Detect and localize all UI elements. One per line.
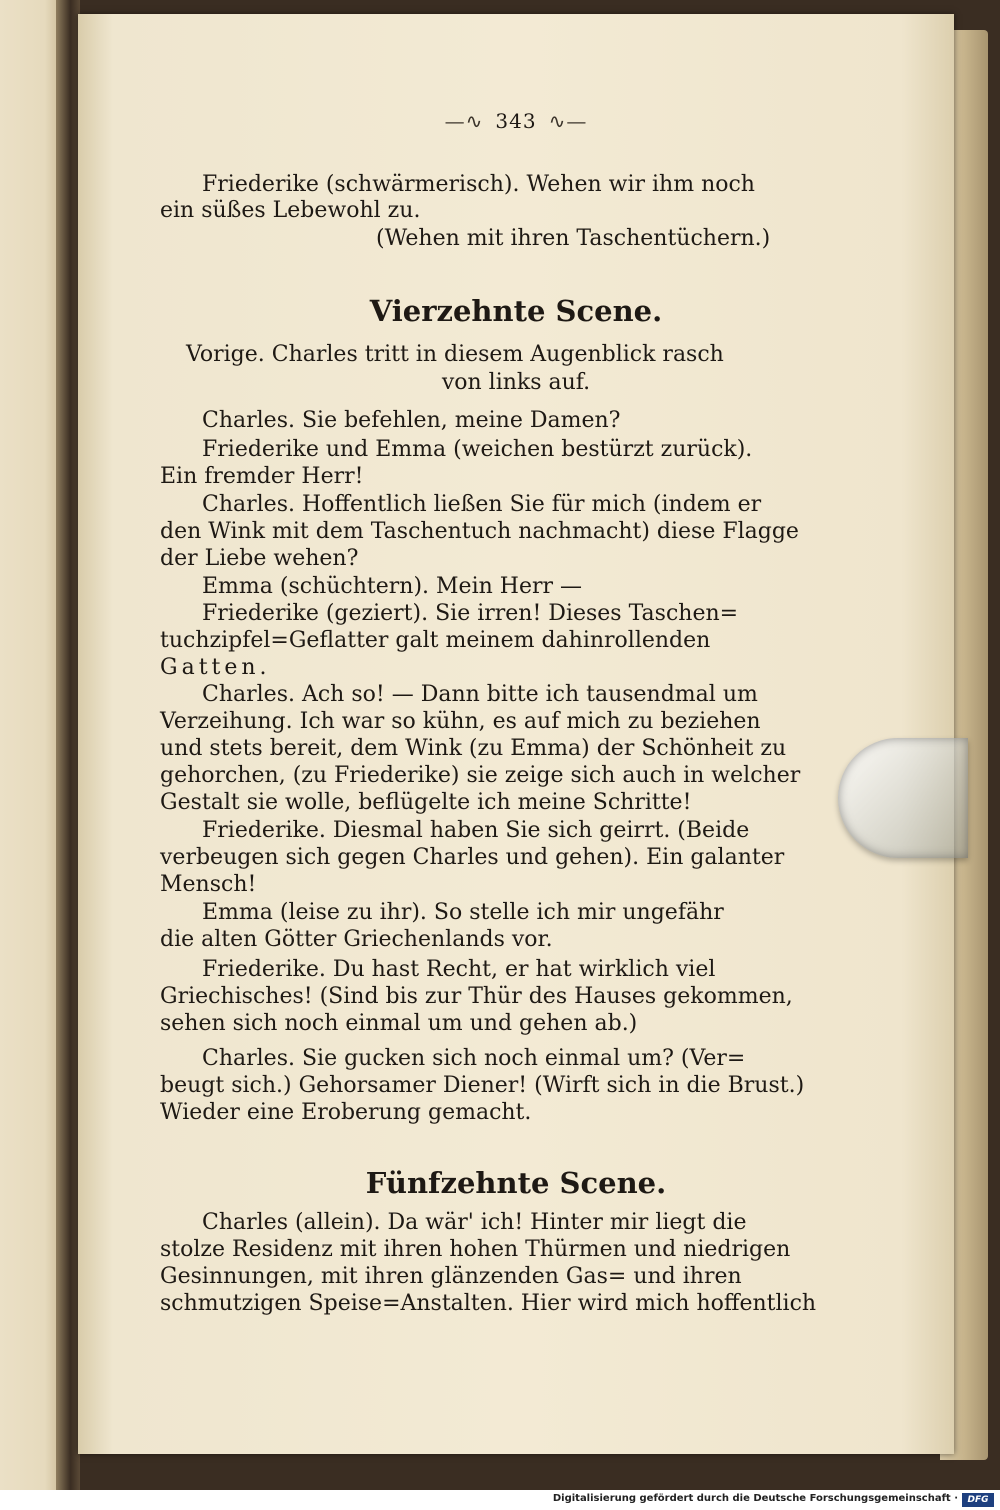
text-line: Friederike. Diesmal haben Sie sich geirrt. (Beide — [202, 818, 750, 843]
funding-notice: Digitalisierung gefördert durch die Deutsche Forschungsgemeinschaft · — [552, 1493, 958, 1504]
text-line: von links auf. — [441, 370, 591, 395]
text-line: tuchzipfel=Geflatter galt meinem dahinrollenden — [160, 628, 711, 653]
ornament-right: ∿— — [548, 109, 588, 133]
text-line: Griechisches! (Sind bis zur Thür des Hauses gekommen, — [160, 984, 793, 1009]
plastic-page-clip — [838, 738, 968, 858]
page-number-line — [378, 108, 654, 134]
text-line: Charles. Ach so! — Dann bitte ich tausendmal um — [202, 682, 758, 707]
text-line: Friederike (schwärmerisch). Wehen wir ihm noch — [202, 172, 755, 197]
text-line: Emma (schüchtern). Mein Herr — — [202, 574, 583, 599]
text-line: Charles. Sie gucken sich noch einmal um? (Ver= — [202, 1046, 746, 1071]
text-line: Vorige. Charles tritt in diesem Augenblick rasch — [186, 342, 724, 367]
book-page — [78, 14, 954, 1454]
text-line: Ein fremder Herr! — [160, 464, 364, 489]
scene-heading: Fünfzehnte Scene. — [365, 1166, 667, 1200]
scene-heading: Vierzehnte Scene. — [369, 294, 663, 328]
text-line: beugt sich.) Gehorsamer Diener! (Wirft sich in die Brust.) — [160, 1073, 805, 1098]
text-line: Verzeihung. Ich war so kühn, es auf mich zu beziehen — [160, 709, 761, 734]
book-gutter — [56, 0, 80, 1490]
text-line: Friederike (geziert). Sie irren! Dieses Taschen= — [202, 601, 739, 626]
dfg-logo: DFG — [962, 1493, 994, 1507]
text-line: Charles. Sie befehlen, meine Damen? — [202, 408, 621, 433]
text-line: den Wink mit dem Taschentuch nachmacht) diese Flagge — [160, 519, 799, 544]
text-line: sehen sich noch einmal um und gehen ab.) — [160, 1011, 638, 1036]
footer-bar — [0, 1490, 1000, 1510]
text-line: schmutzigen Speise=Anstalten. Hier wird mich hoffentlich — [160, 1291, 817, 1316]
text-line: der Liebe wehen? — [160, 546, 359, 571]
text-line: Gesinnungen, mit ihren glänzenden Gas= und ihren — [160, 1264, 742, 1289]
text-line: und stets bereit, dem Wink (zu Emma) der Schönheit zu — [160, 736, 787, 761]
text-line: Charles. Hoffentlich ließen Sie für mich (indem er — [202, 492, 762, 517]
stage-direction: (Wehen mit ihren Taschentüchern.) — [376, 226, 771, 251]
text-line: Gestalt sie wolle, beflügelte ich meine Schritte! — [160, 790, 692, 815]
ornament-left: —∿ — [444, 109, 484, 133]
text-line: stolze Residenz mit ihren hohen Thürmen und niedrigen — [160, 1237, 791, 1262]
text-line: Charles (allein). Da wär' ich! Hinter mir liegt die — [202, 1210, 747, 1235]
text-line: verbeugen sich gegen Charles und gehen). Ein galanter — [160, 845, 785, 870]
text-line: Mensch! — [160, 872, 257, 897]
text-line: Emma (leise zu ihr). So stelle ich mir ungefähr — [202, 900, 724, 925]
text-line: gehorchen, (zu Friederike) sie zeige sich auch in welcher — [160, 763, 801, 788]
text-line: Wieder eine Eroberung gemacht. — [160, 1100, 532, 1125]
left-page-edge — [0, 0, 64, 1490]
text-line: ein süßes Lebewohl zu. — [160, 198, 421, 223]
page-number: 343 — [495, 109, 537, 133]
text-line: Gatten. — [160, 655, 271, 680]
text-line: Friederike. Du hast Recht, er hat wirklich viel — [202, 957, 716, 982]
text-line: die alten Götter Griechenlands vor. — [160, 927, 553, 952]
text-line: Friederike und Emma (weichen bestürzt zurück). — [202, 437, 753, 462]
